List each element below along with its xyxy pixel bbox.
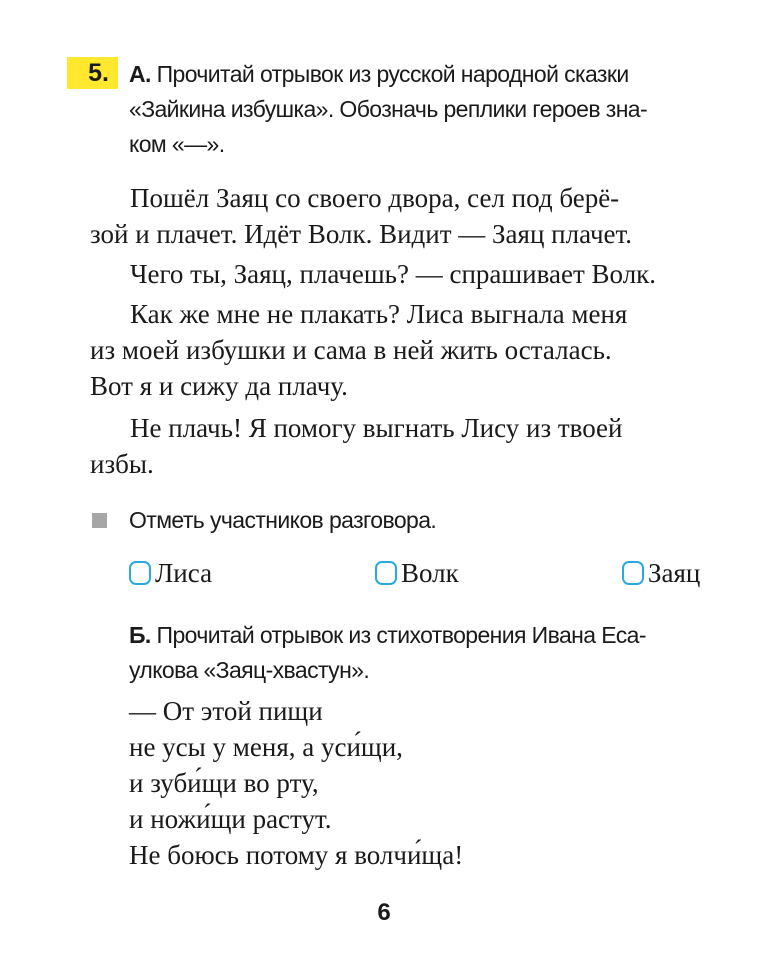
option-label-lisa: Лиса [155, 558, 213, 588]
part-b-letter: Б. [129, 622, 151, 648]
story-excerpt [90, 180, 730, 482]
poem-line: и зуби́щи во рту, [129, 768, 319, 798]
story-line: из моей избушки и сама в ней жить осталась. [90, 335, 612, 365]
part-b-line-1 [129, 618, 729, 653]
story-line: Вот я и сижу да плачу. [90, 371, 348, 401]
option-lisa[interactable] [129, 553, 212, 593]
story-line: Как же мне не плакать? Лиса выгнала меня [130, 299, 628, 329]
page-number: 6 [377, 899, 391, 926]
option-zayats[interactable] [622, 553, 700, 593]
part-a-line-2: «Зайкина избушка». Обозначь реплики героев зна- [129, 96, 648, 122]
part-a-line-3: ком «—». [129, 131, 225, 157]
option-volk[interactable] [375, 553, 459, 593]
option-label-volk: Волк [401, 558, 459, 588]
part-a-letter: А. [129, 61, 151, 87]
checkbox-zayats[interactable] [622, 561, 644, 585]
part-b-text-1: Прочитай отрывок из стихотворения Ивана Еса- [150, 622, 646, 648]
checkbox-lisa[interactable] [129, 561, 151, 585]
story-line: Чего ты, Заяц, плачешь? — спрашивает Волк. [130, 259, 657, 289]
question-text: Отметь участников разговора. [129, 507, 437, 533]
poem-excerpt [129, 693, 463, 873]
poem-line: и ножи́щи растут. [129, 804, 332, 834]
story-line: Пошёл Заяц со своего двора, сел под берё- [130, 183, 620, 213]
story-line: зой и плачет. Идёт Волк. Видит — Заяц плачет. [90, 219, 633, 249]
checkbox-volk[interactable] [375, 561, 397, 585]
option-label-zayats: Заяц [648, 558, 701, 588]
story-line: Не плачь! Я помогу выгнать Лису из твоей [130, 413, 623, 443]
poem-line: не усы у меня, а уси́щи, [129, 732, 403, 762]
poem-line: Не боюсь потому я волчи́ща! [129, 840, 464, 870]
part-a-instruction [129, 57, 729, 162]
part-a-line-1 [129, 57, 729, 92]
part-a-text-1: Прочитай отрывок из русской народной сказки [150, 61, 629, 87]
square-bullet-icon [92, 513, 107, 528]
story-line: избы. [90, 449, 154, 479]
poem-line: — От этой пищи [129, 696, 323, 726]
part-b-line-2: улкова «Заяц-хвастун». [129, 657, 370, 683]
task-number: 5. [67, 57, 118, 89]
part-b-instruction [129, 618, 729, 688]
